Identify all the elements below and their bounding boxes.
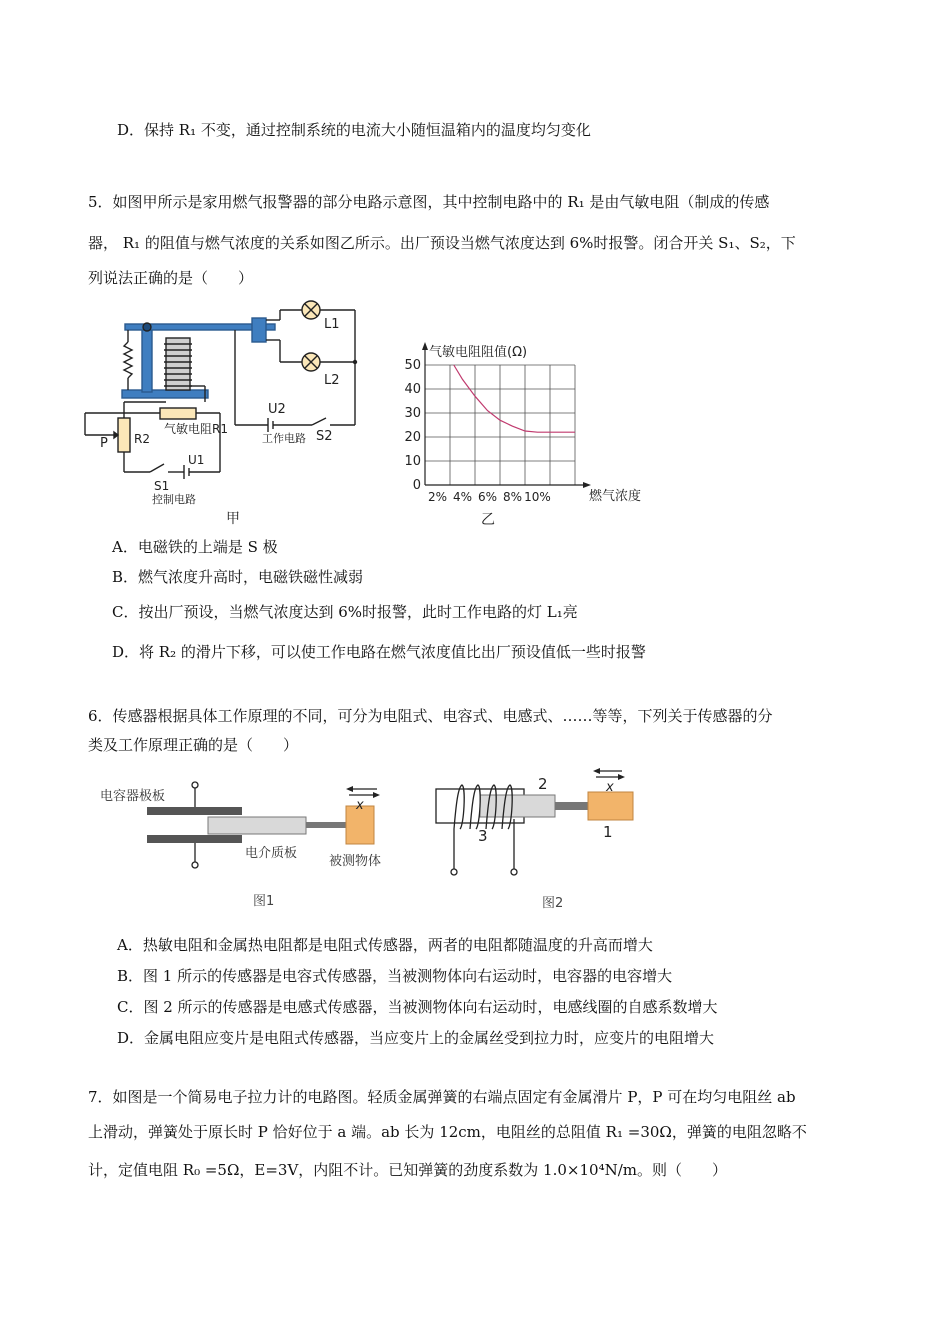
q6-figure-1: [95, 765, 415, 915]
label-x: x: [356, 798, 364, 813]
chart-xlabel: 燃气浓度: [589, 489, 642, 504]
q5-stem-line3: 列说法正确的是（ ）: [88, 269, 254, 287]
chart-x-tick-label: 8%: [502, 490, 523, 504]
label-L2: L2: [324, 373, 340, 388]
q7-stem-line1: 7．如图是一个简易电子拉力计的电路图。轻质金属弹簧的右端点固定有金属滑片 P，P 可在均匀电阻丝 ab: [88, 1088, 796, 1106]
label-P: P: [100, 436, 108, 451]
chart-series-line: [454, 365, 575, 432]
chart-y-tick-label: 20: [404, 430, 421, 445]
chart-y-tick-label: 40: [404, 382, 421, 397]
q7-stem-line3: 计，定值电阻 R₀ =5Ω，E=3V，内阻不计。已知弹簧的劲度系数为 1.0×10⁴N/m。则（ ）: [88, 1161, 727, 1179]
q4-option-d: D．保持 R₁ 不变，通过控制系统的电流大小随恒温箱内的温度均匀变化: [117, 121, 591, 139]
label-S2: S2: [316, 429, 333, 444]
label-dielectric: 电介质板: [245, 846, 298, 861]
caption-yi: 乙: [481, 512, 495, 528]
chart-y-tick-label: 10: [404, 454, 421, 469]
q5-stem-line1: 5．如图甲所示是家用燃气报警器的部分电路示意图，其中控制电路中的 R₁ 是由气敏电阻（制成的传感: [88, 193, 770, 211]
label-1: 1: [603, 823, 613, 841]
label-L1: L1: [324, 317, 340, 332]
label-control-circuit: 控制电路: [152, 493, 196, 506]
label-U1: U1: [188, 453, 205, 467]
q6-stem-line2: 类及工作原理正确的是（ ）: [88, 736, 299, 754]
q6-option-d: D．金属电阻应变片是电阻式传感器，当应变片上的金属丝受到拉力时，应变片的电阻增大: [117, 1029, 715, 1047]
chart-y-tick-label: 0: [412, 478, 421, 493]
q5-figure-chart: [395, 340, 665, 535]
label-gas-sensor: 气敏电阻R1: [164, 422, 228, 436]
q5-option-a: A．电磁铁的上端是 S 极: [112, 538, 278, 556]
q6-option-c: C．图 2 所示的传感器是电感式传感器，当被测物体向右运动时，电感线圈的自感系数增大: [117, 998, 718, 1016]
q6-option-b: B．图 1 所示的传感器是电容式传感器，当被测物体向右运动时，电容器的电容增大: [117, 967, 673, 985]
q6-stem-line1: 6．传感器根据具体工作原理的不同，可分为电阻式、电容式、电感式、……等等，下列关于传感器的分: [88, 707, 773, 725]
label-capacitor-plate: 电容器极板: [100, 789, 166, 804]
q5-stem-line2: 器， R₁ 的阻值与燃气浓度的关系如图乙所示。出厂预设当燃气浓度达到 6%时报警。闭合开关 S₁、S₂，下: [88, 234, 796, 252]
label-work-circuit: 工作电路: [262, 432, 306, 445]
chart-ylabel: 气敏电阻阻值(Ω): [429, 345, 528, 360]
q5-option-b: B．燃气浓度升高时，电磁铁磁性减弱: [112, 568, 364, 586]
caption-jia: 甲: [226, 511, 240, 527]
chart-x-tick-label: 4%: [452, 490, 473, 504]
q6-option-a: A．热敏电阻和金属热电阻都是电阻式传感器，两者的电阻都随温度的升高而增大: [117, 936, 653, 954]
q6-figure-2: [430, 765, 660, 915]
label-S1: S1: [154, 479, 170, 493]
label-2: 2: [538, 775, 548, 793]
chart-x-tick-label: 6%: [477, 490, 498, 504]
label-R2: R2: [134, 432, 150, 446]
chart-x-tick-label: 2%: [427, 490, 448, 504]
q7-stem-line2: 上滑动，弹簧处于原长时 P 恰好位于 a 端。ab 长为 12cm，电阻丝的总阻值 R₁ =30Ω，弹簧的电阻忽略不: [88, 1123, 807, 1141]
q5-option-d: D．将 R₂ 的滑片下移，可以使工作电路在燃气浓度值比出厂预设值低一些时报警: [112, 643, 646, 661]
caption-figure-1: 图1: [253, 894, 275, 909]
q5-option-c: C．按出厂预设，当燃气浓度达到 6%时报警，此时工作电路的灯 L₁亮: [112, 603, 578, 621]
chart-x-tick-label: 10%: [524, 490, 551, 504]
q5-figure-circuit: [80, 290, 380, 530]
chart-y-tick-label: 50: [404, 358, 421, 373]
caption-figure-2: 图2: [542, 896, 564, 911]
label-3: 3: [478, 827, 488, 845]
chart-y-tick-label: 30: [404, 406, 421, 421]
label-x2: x: [606, 780, 614, 795]
label-U2: U2: [268, 402, 286, 417]
label-measured-object: 被测物体: [329, 854, 382, 869]
